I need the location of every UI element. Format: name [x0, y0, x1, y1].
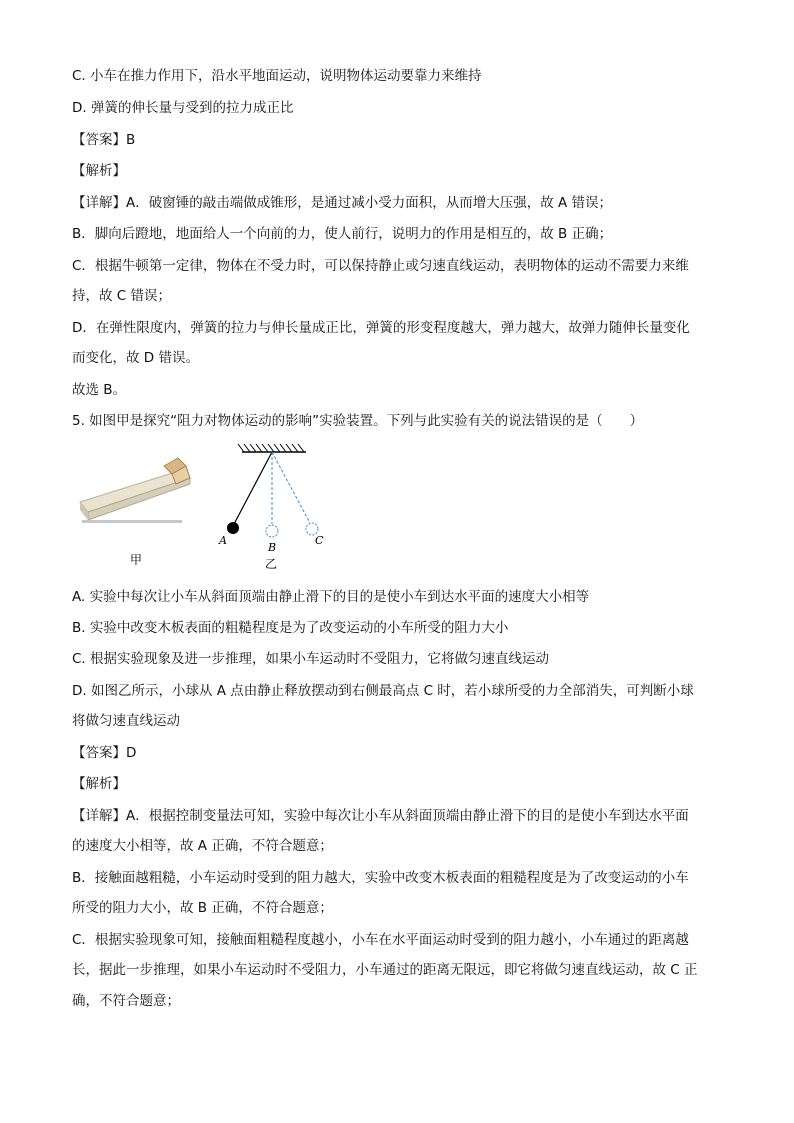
- analysis-label: 【解析】: [72, 163, 126, 179]
- option-c2-line: C. 根据实验现象及进一步推理，如果小车运动时不受阻力，它将做匀速直线运动: [72, 651, 550, 667]
- detail2-c-cont2: 确，不符合题意；: [72, 993, 180, 1009]
- pendulum-diagram: [218, 444, 324, 554]
- ball-a: [227, 522, 239, 534]
- experiment-figure: [72, 440, 372, 575]
- detail2-c-line: C．根据实验现象可知，接触面粗糙程度越小，小车在水平面运动时受到的阻力越小，小车通过的距离越: [72, 932, 689, 948]
- analysis2-label: 【解析】: [72, 776, 126, 792]
- label-yi: 乙: [265, 557, 278, 571]
- detail-c-cont: 持，故 C 错误；: [72, 288, 172, 304]
- detail2-b-line: B．接触面越粗糙，小车运动时受到的阻力越大，实验中改变木板表面的粗糙程度是为了改变运动的小车: [72, 870, 689, 886]
- point-b-label: B: [268, 541, 277, 554]
- option-d-line: D. 弹簧的伸长量与受到的拉力成正比: [72, 100, 294, 116]
- option-b-line: B. 实验中改变木板表面的粗糙程度是为了改变运动的小车所受的阻力大小: [72, 620, 509, 636]
- option-d2-cont: 将做匀速直线运动: [72, 713, 180, 729]
- apparatus-diagram: [72, 440, 372, 575]
- detail-d-cont: 而变化，故 D 错误。: [72, 350, 199, 366]
- detail2-b-cont: 所受的阻力大小，故 B 正确，不符合题意；: [72, 900, 333, 916]
- point-c-label: C: [315, 534, 324, 547]
- detail2-a-line: 【详解】A．根据控制变量法可知，实验中每次让小车从斜面顶端由静止滑下的目的是使小车到达水平面: [72, 808, 689, 824]
- option-d2-line: D. 如图乙所示，小球从 A 点由静止释放摆动到右侧最高点 C 时，若小球所受的力全部消失，可判断小球: [72, 683, 694, 699]
- detail-c-line: C．根据牛顿第一定律，物体在不受力时，可以保持静止或匀速直线运动，表明物体的运动不需要力来维: [72, 258, 689, 274]
- detail-a-line: 【详解】A．破窗锤的敲击端做成锥形，是通过减小受力面积，从而增大压强，故 A 错误；: [72, 195, 613, 211]
- question-5: 5. 如图甲是探究“阻力对物体运动的影响”实验装置。下列与此实验有关的说法错误的是（ ）: [72, 413, 644, 429]
- choose-line: 故选 B。: [72, 382, 127, 398]
- option-c-line: C. 小车在推力作用下，沿水平地面运动，说明物体运动要靠力来维持: [72, 68, 482, 84]
- answer2-label: 【答案】D: [72, 745, 137, 761]
- detail-b-line: B．脚向后蹬地，地面给人一个向前的力，使人前行，说明力的作用是相互的，故 B 正确；: [72, 226, 613, 242]
- point-a-label: A: [219, 534, 227, 547]
- answer-label: 【答案】B: [72, 132, 136, 148]
- detail-d-line: D．在弹性限度内，弹簧的拉力与伸长量成正比，弹簧的形变程度越大，弹力越大，故弹力随伸长量变化: [72, 320, 690, 336]
- option-a-line: A. 实验中每次让小车从斜面顶端由静止滑下的目的是使小车到达水平面的速度大小相等: [72, 589, 590, 605]
- ramp-apparatus: [80, 458, 190, 523]
- ball-b: [266, 525, 278, 537]
- detail2-a-cont: 的速度大小相等，故 A 正确，不符合题意；: [72, 838, 333, 854]
- label-jia: 甲: [130, 553, 143, 567]
- detail2-c-cont: 长，据此一步推理，如果小车运动时不受阻力，小车通过的距离无限远，即它将做匀速直线运动，故 C 正: [72, 962, 698, 978]
